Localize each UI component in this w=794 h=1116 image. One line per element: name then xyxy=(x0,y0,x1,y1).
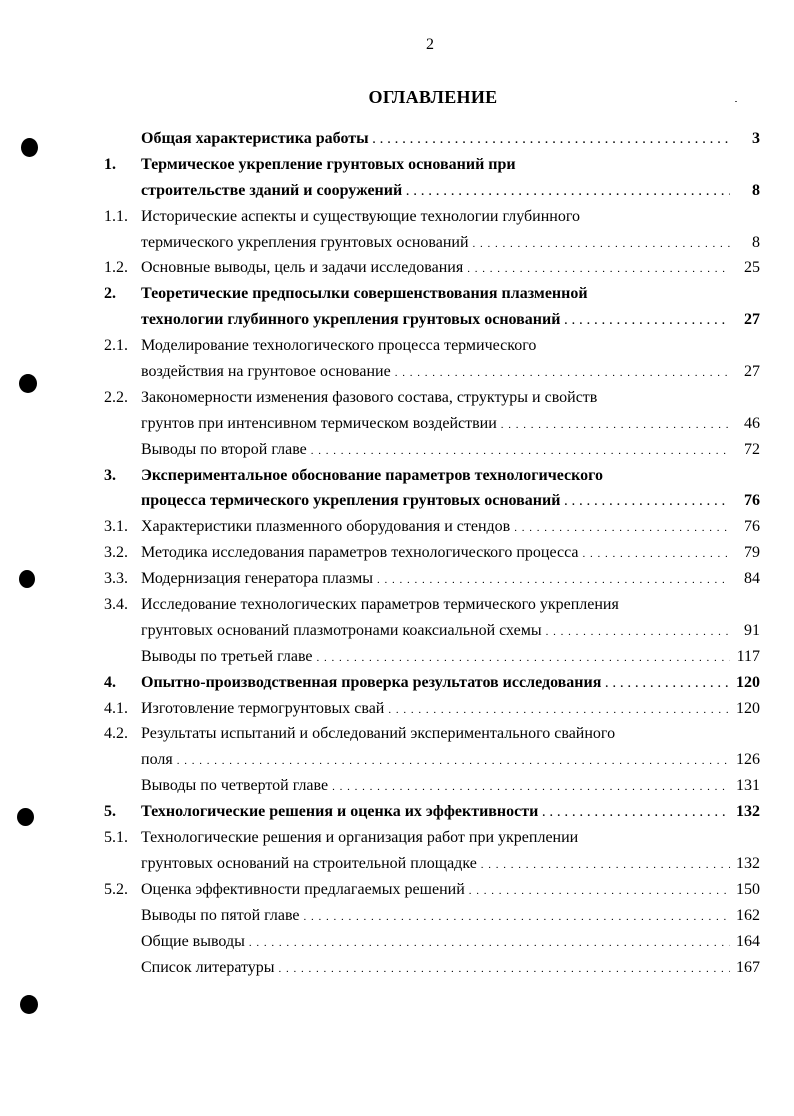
toc-title: ОГЛАВЛЕНИЕ xyxy=(368,87,498,107)
dot-leader xyxy=(177,747,730,775)
toc-entry-page: 27 xyxy=(744,363,760,381)
toc-entry-line xyxy=(104,670,760,696)
toc-entry-page: 3 xyxy=(752,130,760,147)
toc-entry-line xyxy=(104,411,760,437)
toc-entry-title: Изготовление термогрунтовых свай xyxy=(141,699,385,717)
toc-entry-number: 3.4. xyxy=(104,596,128,614)
toc-entry-line xyxy=(104,592,760,618)
toc-entry-line xyxy=(104,126,760,152)
toc-entry xyxy=(104,152,760,204)
toc-entry-number: 4. xyxy=(104,673,116,691)
toc-entry-number: 2. xyxy=(104,285,116,303)
toc-entry-title: термического укрепления грунтовых оснований xyxy=(141,233,469,251)
toc-entry-title: Методика исследования параметров технологического процесса xyxy=(141,544,579,562)
toc-entry-line xyxy=(104,178,760,204)
toc-entry-number: 1.2. xyxy=(104,259,128,277)
toc-entry-line xyxy=(104,385,760,411)
toc-entry xyxy=(104,333,760,385)
toc-entry-number: 5.1. xyxy=(104,829,128,847)
toc-entry-number: 4.1. xyxy=(104,699,128,717)
toc-entry-line xyxy=(104,851,760,877)
toc-entry-page: 76 xyxy=(744,492,760,510)
toc-entry-page: 132 xyxy=(736,803,760,821)
toc-entry-title: строительстве зданий и сооружений xyxy=(141,181,403,199)
toc-entry xyxy=(104,204,760,256)
toc-entry-title: Выводы по пятой главе xyxy=(141,906,300,924)
toc-entry-number: 3.1. xyxy=(104,518,128,536)
punch-hole-mark xyxy=(17,808,34,826)
dot-leader xyxy=(406,178,730,206)
toc-entry-line xyxy=(104,514,760,540)
toc-entry-title: грунтовых оснований плазмотронами коаксиальной схемы xyxy=(141,621,542,639)
toc-entry-page: 120 xyxy=(736,699,760,717)
toc-entry-title: Основные выводы, цель и задачи исследования xyxy=(141,259,464,277)
toc-entry-page: 8 xyxy=(752,181,760,199)
dot-leader xyxy=(377,566,730,594)
toc-entry-line xyxy=(104,281,760,307)
toc-entry-line xyxy=(104,877,760,903)
dot-leader xyxy=(467,255,730,283)
toc-entry-title: воздействия на грунтовое основание xyxy=(141,363,391,381)
toc-entry-line xyxy=(104,307,760,333)
table-of-contents xyxy=(104,126,760,980)
dot-leader xyxy=(605,670,730,698)
toc-entry-page: 120 xyxy=(736,673,760,691)
toc-entry-title: Опытно-производственная проверка результатов исследования xyxy=(141,673,602,691)
toc-entry-title: процесса термического укрепления грунтовых оснований xyxy=(141,492,561,510)
toc-entry xyxy=(104,721,760,773)
toc-entry-title: Моделирование технологического процесса термического xyxy=(141,337,537,355)
toc-entry xyxy=(104,644,760,670)
toc-entry xyxy=(104,877,760,903)
dot-leader xyxy=(317,644,731,672)
toc-entry-line xyxy=(104,955,760,981)
toc-entry-page: 27 xyxy=(744,311,760,329)
toc-entry-line xyxy=(104,566,760,592)
toc-entry-page: 132 xyxy=(736,854,760,872)
toc-entry-title: Технологические решения и оценка их эффективности xyxy=(141,803,539,821)
toc-entry-line xyxy=(104,696,760,722)
dot-leader xyxy=(582,540,730,568)
toc-entry-number: 5. xyxy=(104,803,116,821)
toc-entry-title: Теоретические предпосылки совершенствования плазменной xyxy=(141,285,588,303)
toc-entry-line xyxy=(104,747,760,773)
toc-entry xyxy=(104,255,760,281)
toc-entry xyxy=(104,566,760,592)
toc-entry-title: Результаты испытаний и обследований экспериментального свайного xyxy=(141,725,616,743)
toc-entry-title: Экспериментальное обоснование параметров технологического xyxy=(141,466,603,484)
toc-entry-page: 76 xyxy=(744,518,760,536)
toc-entry-line xyxy=(104,204,760,230)
toc-entry-line xyxy=(104,721,760,747)
toc-entry-title: технологии глубинного укрепления грунтовых оснований xyxy=(141,311,561,329)
toc-entry-line xyxy=(104,799,760,825)
toc-entry-line xyxy=(104,773,760,799)
toc-entry-page: 164 xyxy=(736,932,760,950)
toc-entry xyxy=(104,514,760,540)
toc-entry xyxy=(104,825,760,877)
dot-leader xyxy=(501,411,730,439)
toc-entry-line xyxy=(104,903,760,929)
toc-entry-page: 25 xyxy=(744,259,760,277)
scan-mark xyxy=(735,101,737,102)
toc-entry-title: Характеристики плазменного оборудования и стендов xyxy=(141,518,511,536)
toc-entry-line xyxy=(104,255,760,281)
toc-entry-title: Общая характеристика работы xyxy=(141,130,369,147)
toc-entry xyxy=(104,437,760,463)
dot-leader xyxy=(514,514,730,542)
dot-leader xyxy=(542,799,730,827)
toc-entry-number: 1. xyxy=(104,155,116,173)
toc-entry-title: Термическое укрепление грунтовых оснований при xyxy=(141,155,516,173)
toc-entry-title: Общие выводы xyxy=(141,932,245,950)
toc-entry xyxy=(104,385,760,437)
dot-leader xyxy=(373,126,730,154)
toc-entry xyxy=(104,281,760,333)
toc-entry xyxy=(104,126,760,152)
toc-entry xyxy=(104,670,760,696)
dot-leader xyxy=(469,877,730,905)
punch-hole-mark xyxy=(20,995,38,1014)
toc-entry xyxy=(104,773,760,799)
toc-entry-page: 79 xyxy=(744,544,760,562)
toc-entry xyxy=(104,929,760,955)
toc-entry-line xyxy=(104,825,760,851)
toc-entry-page: 167 xyxy=(736,958,760,976)
toc-entry-page: 84 xyxy=(744,570,760,588)
toc-entry-number: 3.2. xyxy=(104,544,128,562)
toc-entry xyxy=(104,903,760,929)
toc-entry-title: Технологические решения и организация работ при укреплении xyxy=(141,829,579,847)
toc-entry-number: 3.3. xyxy=(104,570,128,588)
toc-entry-page: 162 xyxy=(736,906,760,924)
toc-entry-title: поля xyxy=(141,751,173,769)
dot-leader xyxy=(249,929,730,957)
toc-entry-line xyxy=(104,463,760,489)
toc-entry-line xyxy=(104,437,760,463)
toc-entry xyxy=(104,463,760,515)
dot-leader xyxy=(304,903,730,931)
toc-entry-title: Оценка эффективности предлагаемых решений xyxy=(141,880,465,898)
toc-entry-title: Выводы по второй главе xyxy=(141,440,307,458)
toc-entry xyxy=(104,540,760,566)
toc-entry-title: Исторические аспекты и существующие технологии глубинного xyxy=(141,207,580,225)
toc-entry-title: Модернизация генератора плазмы xyxy=(141,570,373,588)
toc-entry-line xyxy=(104,488,760,514)
toc-entry-line xyxy=(104,333,760,359)
toc-entry-title: грунтовых оснований на строительной площадке xyxy=(141,854,477,872)
toc-entry-title: Закономерности изменения фазового состава, структуры и свойств xyxy=(141,388,598,406)
dot-leader xyxy=(332,773,730,801)
toc-entry-line xyxy=(104,644,760,670)
toc-entry-page: 117 xyxy=(736,647,760,665)
toc-entry-number: 3. xyxy=(104,466,116,484)
punch-hole-mark xyxy=(21,138,38,157)
toc-entry-number: 5.2. xyxy=(104,880,128,898)
toc-entry-page: 91 xyxy=(744,621,760,639)
dot-leader xyxy=(564,307,730,335)
toc-entry xyxy=(104,696,760,722)
toc-entry-number: 1.1. xyxy=(104,207,128,225)
toc-entry-page: 8 xyxy=(752,233,760,251)
dot-leader xyxy=(473,230,730,258)
toc-entry-title: Выводы по четвертой главе xyxy=(141,777,329,795)
toc-entry-line xyxy=(104,359,760,385)
toc-entry-page: 46 xyxy=(744,414,760,432)
toc-entry-line xyxy=(104,230,760,256)
toc-entry-line xyxy=(104,540,760,566)
toc-entry-line xyxy=(104,929,760,955)
toc-entry-page: 126 xyxy=(736,751,760,769)
toc-entry-page: 72 xyxy=(744,440,760,458)
dot-leader xyxy=(311,437,730,465)
toc-entry-number: 2.2. xyxy=(104,388,128,406)
toc-entry-page: 131 xyxy=(736,777,760,795)
page-number: 2 xyxy=(426,36,434,53)
toc-entry-title: Список литературы xyxy=(141,958,275,976)
toc-entry xyxy=(104,955,760,981)
toc-entry-line xyxy=(104,152,760,178)
toc-entry-title: грунтов при интенсивном термическом воздействии xyxy=(141,414,497,432)
dot-leader xyxy=(279,955,730,983)
toc-entry-number: 2.1. xyxy=(104,337,128,355)
dot-leader xyxy=(546,618,730,646)
punch-hole-mark xyxy=(19,570,35,588)
toc-entry xyxy=(104,592,760,644)
toc-entry-title: Выводы по третьей главе xyxy=(141,647,313,665)
dot-leader xyxy=(481,851,730,879)
punch-hole-mark xyxy=(19,374,37,393)
toc-entry-line xyxy=(104,618,760,644)
toc-entry-page: 150 xyxy=(736,880,760,898)
toc-entry-number: 4.2. xyxy=(104,725,128,743)
dot-leader xyxy=(388,696,730,724)
toc-entry-title: Исследование технологических параметров термического укрепления xyxy=(141,596,619,614)
dot-leader xyxy=(564,488,730,516)
dot-leader xyxy=(395,359,730,387)
toc-entry xyxy=(104,799,760,825)
